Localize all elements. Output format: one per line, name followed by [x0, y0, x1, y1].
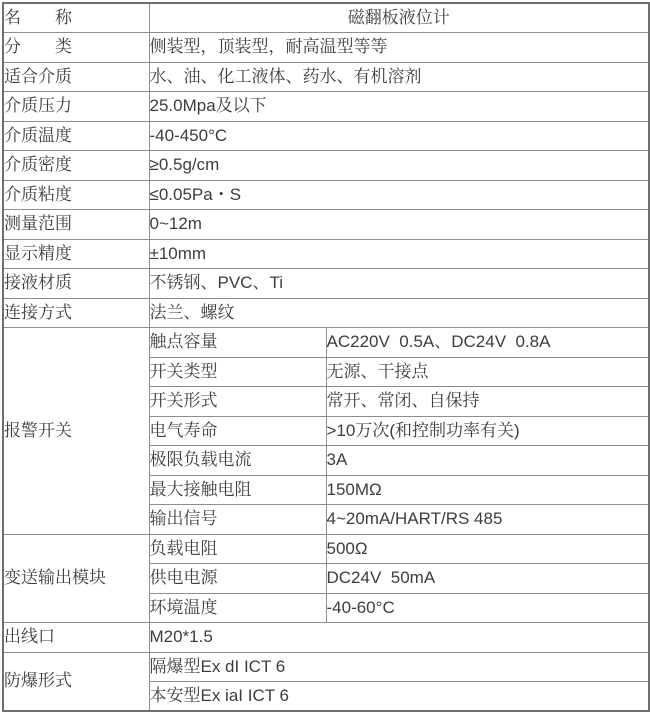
table-row: [3, 33, 649, 63]
table-row: [3, 534, 649, 564]
alarm-value-output-signal: 4~20mA/HART/RS 485: [326, 505, 649, 535]
transmitter-param-power-supply: 供电电源: [149, 564, 326, 594]
transmitter-param-load-resistance: 负载电阻: [149, 534, 326, 564]
row-value-viscosity: ≤0.05Pa・S: [149, 180, 649, 210]
table-row: [3, 92, 649, 122]
row-value-category: 侧装型，顶装型，耐高温型等等: [149, 33, 649, 63]
row-label-temperature: 介质温度: [3, 121, 149, 151]
table-row: [3, 210, 649, 240]
row-label-outlet: 出线口: [3, 623, 149, 653]
table-row: [3, 151, 649, 181]
table-row: [3, 180, 649, 210]
row-label-media: 适合介质: [3, 62, 149, 92]
transmitter-value-ambient-temperature: -40-60°C: [326, 593, 649, 623]
spec-sheet: [0, 2, 650, 716]
row-label-density: 介质密度: [3, 151, 149, 181]
explosion-proof-flameproof: 隔爆型Ex dI ICT 6: [149, 652, 649, 682]
explosion-proof-group-label: 防爆形式: [3, 652, 149, 711]
row-value-density: ≥0.5g/cm: [149, 151, 649, 181]
table-row: [3, 652, 649, 682]
row-value-temperature: -40-450°C: [149, 121, 649, 151]
alarm-switch-group-label: 报警开关: [3, 328, 149, 535]
alarm-value-contact-capacity: AC220V 0.5A、DC24V 0.8A: [326, 328, 649, 358]
alarm-param-electrical-life: 电气寿命: [149, 416, 326, 446]
row-value-connection: 法兰、螺纹: [149, 298, 649, 328]
row-value-accuracy: ±10mm: [149, 239, 649, 269]
table-row: [3, 269, 649, 299]
alarm-value-electrical-life: >10万次(和控制功率有关): [326, 416, 649, 446]
table-row: [3, 623, 649, 653]
alarm-value-limit-load-current: 3A: [326, 446, 649, 476]
alarm-param-contact-capacity: 触点容量: [149, 328, 326, 358]
row-label-category: 分 类: [3, 33, 149, 63]
table-row: [3, 62, 649, 92]
alarm-value-switch-form: 常开、常闭、自保持: [326, 387, 649, 417]
row-label-connection: 连接方式: [3, 298, 149, 328]
row-value-pressure: 25.0Mpa及以下: [149, 92, 649, 122]
alarm-value-max-contact-resistance: 150MΩ: [326, 475, 649, 505]
table-row: [3, 3, 649, 33]
transmitter-module-group-label: 变送输出模块: [3, 534, 149, 623]
transmitter-value-load-resistance: 500Ω: [326, 534, 649, 564]
spec-table: [2, 2, 650, 712]
row-value-name: 磁翻板液位计: [149, 3, 649, 33]
row-value-wetted-material: 不锈钢、PVC、Ti: [149, 269, 649, 299]
alarm-value-switch-type: 无源、干接点: [326, 357, 649, 387]
row-label-pressure: 介质压力: [3, 92, 149, 122]
row-label-accuracy: 显示精度: [3, 239, 149, 269]
transmitter-param-ambient-temperature: 环境温度: [149, 593, 326, 623]
table-row: [3, 121, 649, 151]
alarm-param-max-contact-resistance: 最大接触电阻: [149, 475, 326, 505]
transmitter-value-power-supply: DC24V 50mA: [326, 564, 649, 594]
alarm-param-switch-form: 开关形式: [149, 387, 326, 417]
row-label-name: 名 称: [3, 3, 149, 33]
table-row: [3, 328, 649, 358]
row-label-viscosity: 介质粘度: [3, 180, 149, 210]
explosion-proof-intrinsically-safe: 本安型Ex iaI ICT 6: [149, 682, 649, 712]
row-value-range: 0~12m: [149, 210, 649, 240]
row-value-outlet: M20*1.5: [149, 623, 649, 653]
row-value-media: 水、油、化工液体、药水、有机溶剂: [149, 62, 649, 92]
row-label-wetted-material: 接液材质: [3, 269, 149, 299]
alarm-param-output-signal: 输出信号: [149, 505, 326, 535]
table-row: [3, 298, 649, 328]
alarm-param-limit-load-current: 极限负载电流: [149, 446, 326, 476]
row-label-range: 测量范围: [3, 210, 149, 240]
alarm-param-switch-type: 开关类型: [149, 357, 326, 387]
table-row: [3, 239, 649, 269]
